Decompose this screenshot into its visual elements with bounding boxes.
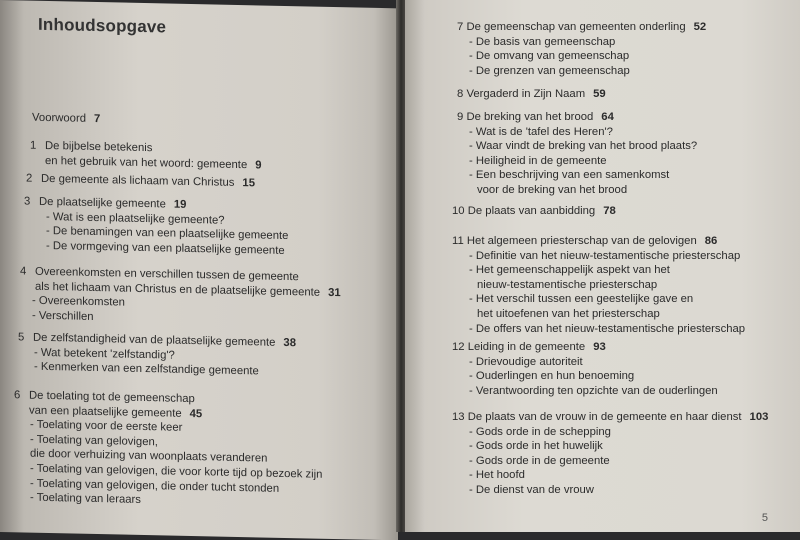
entry-number: 11: [452, 235, 464, 247]
toc-subitem: - Verschillen: [32, 309, 94, 323]
toc-subitem: - De vormgeving van een plaatselijke gemeente: [46, 239, 285, 257]
entry-page-number: 86: [704, 235, 718, 247]
toc-entry-7: [457, 20, 706, 78]
entry-title-cont: als het lichaam van Christus en de plaatselijke gemeente: [35, 280, 321, 299]
toc-subitem: - Waar vindt de breking van het brood plaats?: [469, 140, 698, 153]
toc-subitem: - De grenzen van gemeenschap: [469, 64, 630, 77]
entry-page-number: 15: [242, 177, 255, 190]
entry-number: 10: [452, 205, 465, 217]
entry-title-cont: van een plaatselijke gemeente: [29, 404, 182, 420]
entry-title: De toelating tot de gemeenschap: [29, 389, 195, 406]
toc-entry-6: [14, 388, 322, 511]
toc-subitem: die door verhuizing van woonplaats veranderen: [30, 448, 268, 465]
entry-page-number: 78: [603, 205, 616, 217]
entry-number: 5: [18, 331, 25, 344]
toc-entry-11: [452, 234, 745, 336]
entry-page-number: 31: [328, 286, 341, 299]
entry-title: Vergaderd in Zijn Naam: [466, 88, 586, 100]
entry-number: 2: [26, 172, 33, 185]
toc-entry-10: [452, 204, 616, 219]
entry-number: 1: [30, 139, 37, 152]
toc-subitem: - De dienst van de vrouw: [469, 483, 594, 496]
toc-subitem: - Overeenkomsten: [32, 294, 125, 309]
entry-title: Leiding in de gemeente: [467, 341, 586, 353]
entry-number: 12: [452, 341, 465, 353]
entry-number: 3: [24, 195, 31, 208]
entry-title-cont: en het gebruik van het woord: gemeente: [45, 154, 248, 171]
toc-subitem: - Kenmerken van een zelfstandige gemeente: [34, 360, 259, 378]
right-page: [405, 0, 800, 532]
entry-page-number: 19: [173, 198, 187, 211]
entry-number: 6: [14, 389, 21, 402]
toc-subitem: - Toelating van leraars: [30, 491, 141, 507]
entry-title: De bijbelse betekenis: [45, 139, 153, 155]
toc-subitem: - Gods orde in het huwelijk: [469, 440, 603, 453]
entry-page-number: 7: [94, 112, 101, 126]
toc-subitem: - Een beschrijving van een samenkomst: [469, 169, 670, 182]
toc-entry-2: [26, 172, 255, 191]
toc-subitem: - De offers van het nieuw-testamentische priesterschap: [469, 322, 746, 335]
toc-subitem: - Ouderlingen en hun benoeming: [469, 370, 635, 383]
toc-subitem: - Toelating van gelovigen, die voor korte tijd op bezoek zijn: [30, 462, 323, 481]
toc-subitem: het uitoefenen van het priesterschap: [477, 307, 660, 320]
toc-entry-13: [452, 410, 768, 498]
entry-title: Overeenkomsten en verschillen tussen de gemeente: [35, 265, 299, 284]
entry-page-number: 38: [283, 336, 296, 350]
toc-entry-4: [20, 264, 341, 329]
toc-subitem: - Toelating van gelovigen,: [30, 433, 158, 449]
entry-page-number: 59: [593, 88, 606, 100]
entry-title: De plaatselijke gemeente: [39, 195, 166, 211]
toc-subitem: - De basis van gemeenschap: [469, 35, 616, 48]
toc-subitem: - De omvang van gemeenschap: [469, 50, 630, 63]
toc-subitem: - Drievoudige autoriteit: [469, 355, 583, 368]
toc-entry-9: [457, 110, 697, 198]
toc-entry-3: [24, 195, 288, 259]
entry-number: 9: [457, 111, 464, 123]
left-page: [0, 0, 398, 540]
toc-subitem: - Definitie van het nieuw-testamentische priesterschap: [469, 249, 741, 262]
entry-title: De plaats van de vrouw in de gemeente en haar dienst: [467, 411, 742, 423]
toc-subitem: - Wat is de 'tafel des Heren'?: [469, 125, 613, 138]
toc-entry-5: [18, 330, 296, 380]
entry-page-number: 45: [189, 407, 203, 420]
entry-title: Het algemeen priesterschap van de gelovigen: [466, 235, 697, 247]
toc-subitem: - Het hoofd: [469, 469, 525, 482]
page-number: 5: [761, 512, 768, 524]
toc-subitem: - Gods orde in de schepping: [469, 425, 611, 438]
toc-subitem: - Heiligheid in de gemeente: [469, 154, 607, 167]
entry-number: 4: [20, 265, 27, 278]
entry-title: De plaats van aanbidding: [467, 205, 596, 217]
entry-page-number: 52: [693, 21, 707, 33]
toc-subitem: - Wat betekent 'zelfstandig'?: [34, 346, 175, 362]
entry-title: De zelfstandigheid van de plaatselijke gemeente: [33, 331, 276, 349]
entry-title: De gemeente als lichaam van Christus: [41, 172, 235, 189]
toc-subitem: nieuw-testamentische priesterschap: [477, 278, 658, 291]
entry-number: 13: [452, 411, 465, 423]
entry-title: Voorwoord: [32, 111, 87, 125]
toc-subitem: - De benamingen van een plaatselijke gemeente: [46, 225, 289, 243]
page-title: Inhoudsopgave: [38, 14, 167, 37]
toc-subitem: - Verantwoording ten opzichte van de ouderlingen: [469, 384, 718, 397]
toc-subitem: - Toelating voor de eerste keer: [30, 418, 183, 435]
entry-page-number: 93: [593, 341, 606, 353]
entry-page-number: 64: [601, 111, 614, 123]
entry-title: De gemeenschap van gemeenten onderling: [466, 21, 686, 33]
toc-subitem: - Het gemeenschappelijk aspekt van het: [469, 264, 670, 277]
entry-title: De breking van het brood: [466, 111, 594, 123]
toc-entry-8: [457, 87, 606, 102]
entry-page-number: 103: [749, 411, 769, 423]
toc-subitem: - Gods orde in de gemeente: [469, 454, 610, 467]
toc-entry-12: [452, 340, 718, 398]
toc-subitem: - Toelating van gelovigen, die onder tucht stonden: [30, 477, 280, 495]
entry-number: 8: [457, 88, 464, 100]
entry-page-number: 9: [255, 158, 262, 172]
toc-entry-voorwoord: [32, 111, 100, 127]
toc-entry-1: [30, 139, 262, 173]
toc-subitem: - Het verschil tussen een geestelijke gave en: [469, 293, 694, 306]
toc-subitem: - Wat is een plaatselijke gemeente?: [46, 210, 225, 227]
entry-number: 7: [457, 21, 464, 33]
toc-subitem: voor de breking van het brood: [477, 183, 628, 196]
